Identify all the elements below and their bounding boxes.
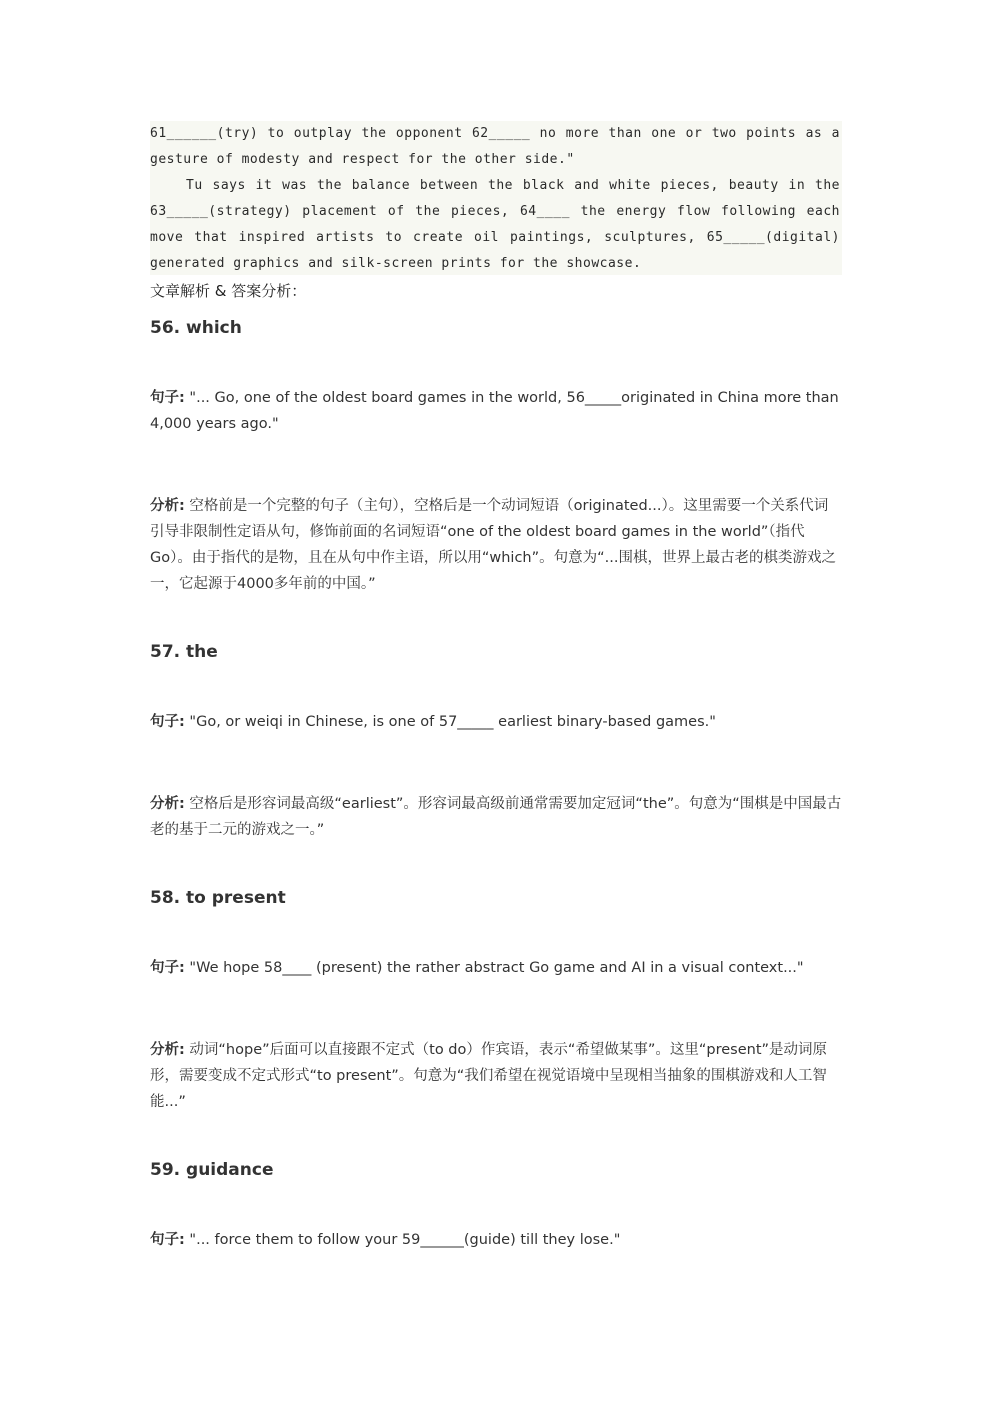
analysis-58 bbox=[150, 1037, 842, 1115]
sentence-label: 句子: bbox=[150, 960, 185, 976]
sentence-label: 句子: bbox=[150, 390, 185, 406]
sentence-59 bbox=[150, 1227, 842, 1253]
analysis-text: 空格前是一个完整的句子（主句），空格后是一个动词短语（originated...）。这里需要一个关系代词引导非限制性定语从句，修饰前面的名词短语“one of the oldest board games in the world”（指代 Go）。由于指代的是物，且在从句中作主语，所以用“which”。句意为“...围棋，世界上最古老的棋类游戏之一，它起源于4000多年前的中国。” bbox=[150, 498, 836, 592]
passage-line: 61______(try) to outplay the opponent 62_____ no more than one or two points as a bbox=[150, 126, 840, 141]
analysis-57 bbox=[150, 791, 842, 843]
analysis-label: 分析: bbox=[150, 1042, 185, 1058]
answer-heading-59: 59. guidance bbox=[150, 1160, 274, 1180]
sentence-label: 句子: bbox=[150, 714, 185, 730]
passage-excerpt bbox=[150, 121, 842, 275]
sentence-text: "Go, or weiqi in Chinese, is one of 57_____ earliest binary-based games." bbox=[189, 714, 716, 730]
passage-line: 63_____(strategy) placement of the pieces, 64____ the energy flow following each bbox=[150, 204, 840, 219]
passage-line: move that inspired artists to create oil paintings, sculptures, 65_____(digital) bbox=[150, 230, 840, 245]
sentence-text: "... Go, one of the oldest board games in the world, 56_____originated in China more than 4,000 years ago." bbox=[150, 390, 839, 432]
answer-heading-58: 58. to present bbox=[150, 888, 286, 908]
passage-line: generated graphics and silk-screen prints for the showcase. bbox=[150, 256, 642, 271]
sentence-56 bbox=[150, 385, 842, 437]
answer-heading-56: 56. which bbox=[150, 318, 242, 338]
analysis-intro: 文章解析 & 答案分析： bbox=[150, 282, 307, 300]
sentence-text: "We hope 58____ (present) the rather abstract Go game and AI in a visual context..." bbox=[189, 960, 804, 976]
passage-line: gesture of modesty and respect for the other side." bbox=[150, 152, 575, 167]
sentence-58 bbox=[150, 955, 842, 981]
sentence-57 bbox=[150, 709, 842, 735]
analysis-text: 动词“hope”后面可以直接跟不定式（to do）作宾语，表示“希望做某事”。这里“present”是动词原形，需要变成不定式形式“to present”。句意为“我们希望在视觉语境中呈现相当抽象的围棋游戏和人工智能...” bbox=[150, 1042, 828, 1110]
analysis-56 bbox=[150, 493, 842, 597]
answer-heading-57: 57. the bbox=[150, 642, 218, 662]
analysis-text: 空格后是形容词最高级“earliest”。形容词最高级前通常需要加定冠词“the”。句意为“围棋是中国最古老的基于二元的游戏之一。” bbox=[150, 796, 842, 838]
analysis-label: 分析: bbox=[150, 498, 185, 514]
analysis-label: 分析: bbox=[150, 796, 185, 812]
passage-line: Tu says it was the balance between the black and white pieces, beauty in the bbox=[186, 178, 840, 193]
sentence-label: 句子: bbox=[150, 1232, 185, 1248]
sentence-text: "... force them to follow your 59______(guide) till they lose." bbox=[189, 1232, 621, 1248]
